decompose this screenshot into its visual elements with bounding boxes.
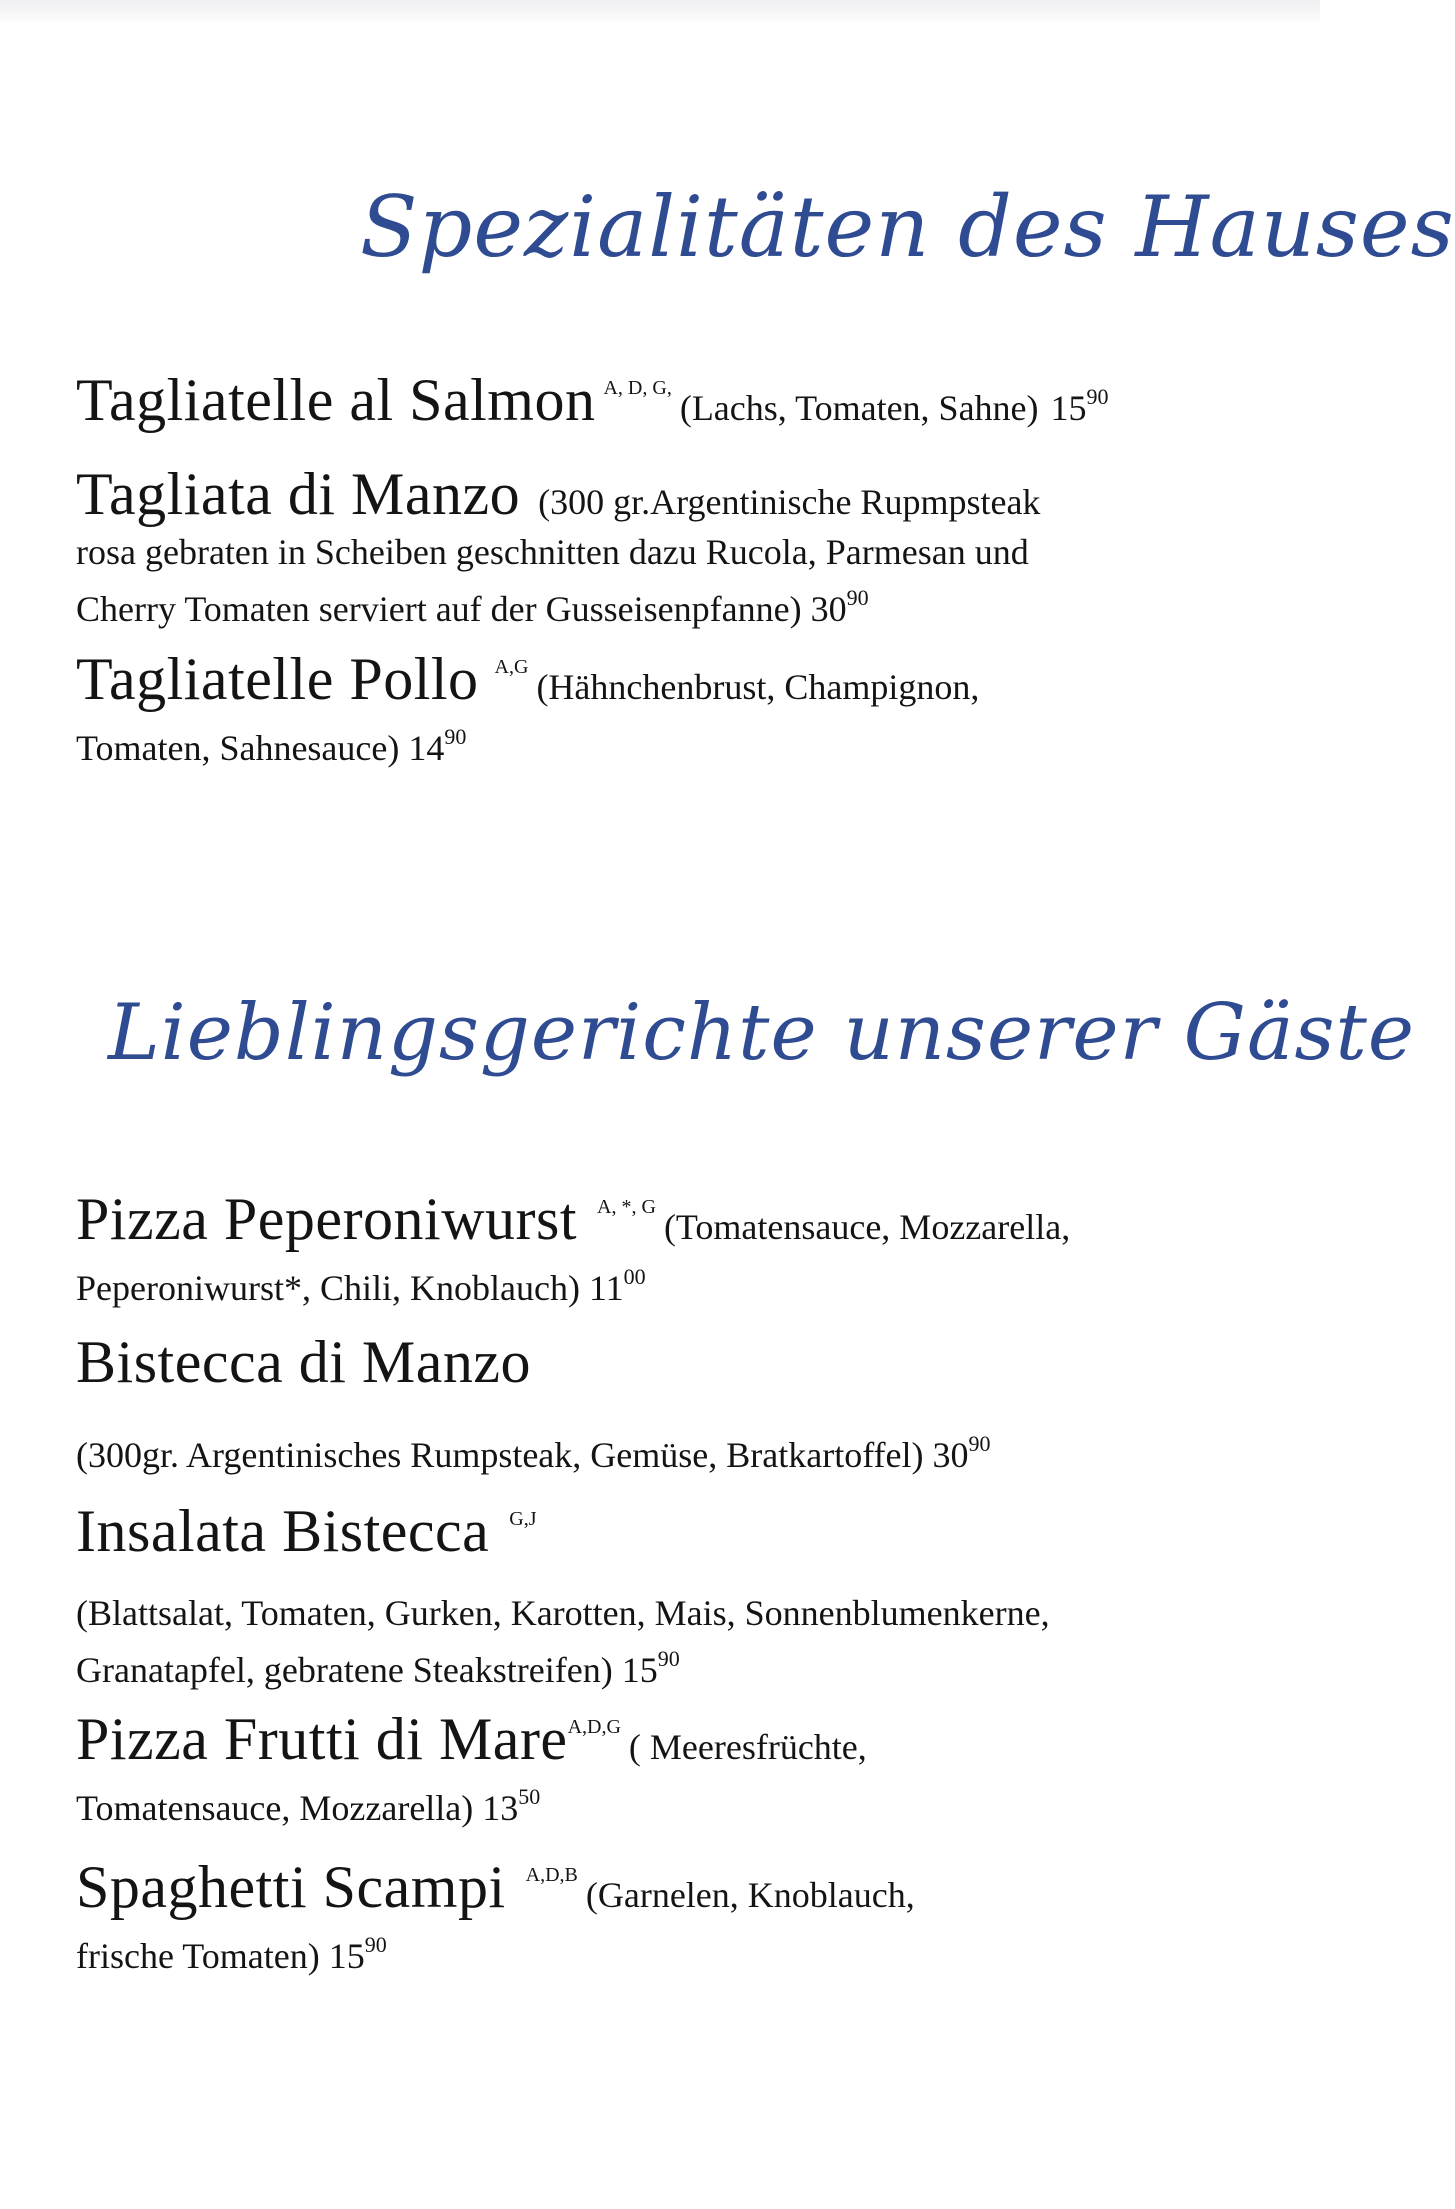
dish-name: Tagliatelle al Salmon — [76, 367, 596, 433]
dish-name: Insalata Bistecca — [76, 1498, 490, 1564]
price-euros: 30 — [810, 589, 847, 629]
dish-name: Tagliata di Manzo — [76, 461, 521, 527]
dish-description-line — [76, 1636, 1276, 1693]
price-cents: 90 — [846, 585, 869, 610]
item-first-line — [76, 645, 1276, 714]
allergen-codes: A,D,B — [525, 1864, 578, 1886]
item-first-line — [76, 1497, 1276, 1566]
price-cents: 90 — [968, 1431, 991, 1456]
menu-item-tagliatelle-al-salmon — [76, 366, 1276, 435]
menu-item-pizza-peperoniwurst — [76, 1185, 1276, 1311]
item-first-line — [76, 1328, 1276, 1397]
dish-description: ( Meeresfrüchte, — [628, 1727, 867, 1767]
item-first-line — [76, 1853, 1276, 1922]
allergen-codes: A,D,G — [567, 1716, 621, 1738]
dish-description: Peperoniwurst*, Chili, Knoblauch) — [76, 1268, 580, 1308]
dish-description: (300 gr.Argentinische Rupmpsteak — [538, 482, 1041, 522]
dish-description-line — [76, 1774, 1276, 1831]
dish-name: Pizza Frutti di Mare — [76, 1706, 568, 1772]
price-euros: 30 — [932, 1435, 969, 1475]
dish-description: (Hähnchenbrust, Champignon, — [536, 667, 980, 707]
allergen-codes: A, *, G — [597, 1196, 656, 1218]
price-euros: 11 — [588, 1268, 624, 1308]
price-cents: 90 — [1086, 384, 1109, 409]
item-first-line — [76, 1185, 1276, 1254]
allergen-codes: A,G — [494, 656, 529, 678]
dish-description-line — [76, 1421, 1276, 1478]
item-first-line — [76, 366, 1276, 435]
menu-item-insalata-bistecca — [76, 1497, 1276, 1693]
dish-name: Tagliatelle Pollo — [76, 646, 479, 712]
menu-item-tagliatelle-pollo — [76, 645, 1276, 771]
dish-description: Granatapfel, gebratene Steakstreifen) — [76, 1650, 613, 1690]
price-cents: 00 — [623, 1264, 646, 1289]
price-euros: 15 — [1050, 388, 1087, 428]
dish-description: Tomatensauce, Mozzarella) — [76, 1788, 474, 1828]
dish-description: frische Tomaten) — [76, 1936, 320, 1976]
dish-name: Pizza Peperoniwurst — [76, 1186, 578, 1252]
item-first-line — [76, 1705, 1276, 1774]
dish-description-line: (Blattsalat, Tomaten, Gurken, Karotten, Mais, Sonnenblumenkerne, — [76, 1593, 1050, 1633]
top-shade — [0, 0, 1320, 26]
allergen-codes: A, D, G, — [603, 377, 672, 399]
price-cents: 90 — [444, 724, 467, 749]
dish-description-line — [76, 1254, 1276, 1311]
dish-description: (Lachs, Tomaten, Sahne) — [679, 388, 1039, 428]
dish-name: Spaghetti Scampi — [76, 1854, 506, 1920]
menu-item-tagliata-di-manzo — [76, 460, 1276, 632]
allergen-codes: G,J — [509, 1508, 537, 1530]
item-first-line — [76, 460, 1276, 529]
dish-description: (Garnelen, Knoblauch, — [585, 1875, 915, 1915]
price-cents: 50 — [518, 1784, 541, 1809]
dish-description-line — [76, 1922, 1276, 1979]
section-title-favorites: Lieblingsgerichte unserer Gäste — [108, 988, 1415, 1078]
menu-item-spaghetti-scampi — [76, 1853, 1276, 1979]
menu-item-bistecca-di-manzo — [76, 1328, 1276, 1478]
price-cents: 90 — [364, 1932, 387, 1957]
dish-name: Bistecca di Manzo — [76, 1329, 532, 1395]
dish-description: (Tomatensauce, Mozzarella, — [663, 1207, 1071, 1247]
dish-description: Tomaten, Sahnesauce) — [76, 728, 400, 768]
price-euros: 15 — [328, 1936, 365, 1976]
price-euros: 15 — [621, 1650, 658, 1690]
dish-description-line: rosa gebraten in Scheiben geschnitten dazu Rucola, Parmesan und — [76, 532, 1029, 572]
price-euros: 14 — [408, 728, 445, 768]
price-euros: 13 — [482, 1788, 519, 1828]
dish-description-line — [76, 575, 1276, 632]
price-cents: 90 — [657, 1646, 680, 1671]
dish-description: (300gr. Argentinisches Rumpsteak, Gemüse, Bratkartoffel) — [76, 1435, 924, 1475]
section-title-specials: Spezialitäten des Hauses — [360, 178, 1455, 276]
dish-description: Cherry Tomaten serviert auf der Gusseisenpfanne) — [76, 589, 802, 629]
dish-description-line — [76, 714, 1276, 771]
menu-item-pizza-frutti-di-mare — [76, 1705, 1276, 1831]
